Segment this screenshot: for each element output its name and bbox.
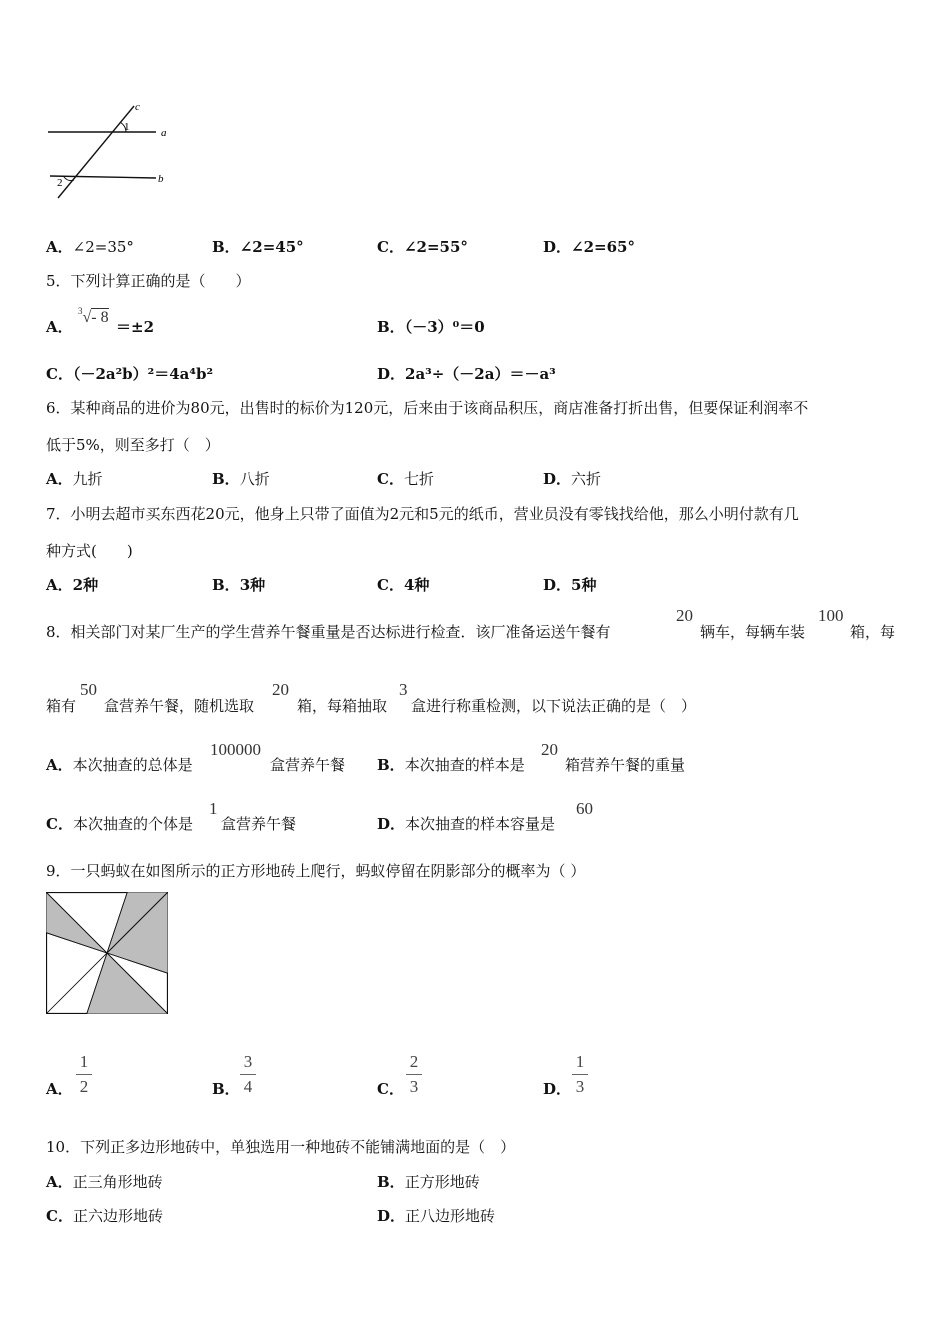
q9-option-a-key[interactable]: A． — [46, 1080, 73, 1098]
q9-option-b-fraction: 3 4 — [240, 1052, 256, 1097]
q5-stem: 5．下列计算正确的是（ ） — [46, 272, 251, 290]
q6-option-a[interactable]: A．九折 — [46, 470, 103, 488]
q9-option-a-fraction: 1 2 — [76, 1052, 92, 1097]
q9-option-c-key[interactable]: C． — [377, 1080, 404, 1098]
q8-stem-line1-a: 8．相关部门对某厂生产的学生营养午餐重量是否达标进行检查．该厂准备运送午餐有 — [46, 623, 611, 641]
q5-option-a-radical: $^3$√- 8 — [78, 306, 109, 326]
parallel-lines-figure — [44, 100, 174, 202]
q8-option-a-number: 100000 — [210, 740, 261, 759]
q7-option-d[interactable]: D．5种 — [543, 576, 597, 594]
q5-option-b[interactable]: B．（－3）⁰＝0 — [377, 318, 485, 336]
q8-option-c[interactable]: C．本次抽查的个体是 — [46, 815, 193, 833]
line-c — [58, 106, 134, 198]
label-a: a — [161, 127, 167, 139]
q9-option-d-key[interactable]: D． — [543, 1080, 572, 1098]
q8-option-d[interactable]: D．本次抽查的样本容量是 — [377, 815, 556, 833]
q8-option-c-number: 1 — [209, 799, 218, 818]
q7-stem-line1: 7．小明去超市买东西花20元，他身上只带了面值为2元和5元的纸币，营业员没有零钱找给他，那么小明付款有几 — [46, 505, 799, 523]
q5-option-a-rest: ＝±2 — [116, 318, 155, 336]
q8-stem-line1-b: 辆车，每辆车装 — [700, 623, 806, 641]
q6-stem-line2: 低于5%，则至多打（ ） — [46, 436, 220, 454]
q9-option-c-fraction: 2 3 — [406, 1052, 422, 1097]
q9-stem: 9．一只蚂蚁在如图所示的正方形地砖上爬行，蚂蚁停留在阴影部分的概率为（ ） — [46, 862, 586, 880]
q10-option-d[interactable]: D．正八边形地砖 — [377, 1207, 496, 1225]
q9-option-b-key[interactable]: B． — [212, 1080, 240, 1098]
line-b — [50, 176, 156, 178]
label-angle-2: 2 — [57, 177, 63, 189]
q4-option-c[interactable]: C．∠2=55° — [377, 238, 468, 256]
q7-option-a[interactable]: A．2种 — [46, 576, 99, 594]
q8-option-a[interactable]: A．本次抽查的总体是 — [46, 756, 193, 774]
q7-stem-line2: 种方式( ) — [46, 542, 133, 560]
q8-num-3-meals: 3 — [399, 680, 408, 699]
q8-stem-line2-c: 箱，每箱抽取 — [297, 697, 388, 715]
q7-option-c[interactable]: C．4种 — [377, 576, 430, 594]
q10-option-b[interactable]: B．正方形地砖 — [377, 1173, 480, 1191]
q10-stem: 10．下列正多边形地砖中，单独选用一种地砖不能铺满地面的是（ ） — [46, 1138, 516, 1156]
q5-option-c[interactable]: C．（－2a²b）²＝4a⁴b² — [46, 365, 214, 383]
q8-stem-line2-a: 箱有 — [46, 697, 77, 715]
q6-stem-line1: 6．某种商品的进价为80元，出售时的标价为120元，后来由于该商品积压，商店准备打折出售，但要保证利润率不 — [46, 399, 809, 417]
q8-num-20-cars: 20 — [676, 606, 693, 625]
q10-option-c[interactable]: C．正六边形地砖 — [46, 1207, 163, 1225]
pinwheel-square-figure — [46, 892, 168, 1014]
q9-option-d-fraction: 1 3 — [572, 1052, 588, 1097]
q8-option-b[interactable]: B．本次抽查的样本是 — [377, 756, 525, 774]
q8-stem-line2-b: 盒营养午餐，随机选取 — [104, 697, 255, 715]
angle-2-arc — [64, 177, 74, 181]
label-c: c — [135, 101, 140, 113]
q8-option-c-tail: 盒营养午餐 — [221, 815, 297, 833]
label-b: b — [158, 173, 164, 185]
q8-option-b-tail: 箱营养午餐的重量 — [565, 756, 686, 774]
q4-option-d[interactable]: D．∠2=65° — [543, 238, 635, 256]
q6-option-c[interactable]: C．七折 — [377, 470, 434, 488]
q8-option-d-number: 60 — [576, 799, 593, 818]
q8-stem-line1-c: 箱，每 — [850, 623, 896, 641]
q4-option-b[interactable]: B．∠2=45° — [212, 238, 304, 256]
q6-option-b[interactable]: B．八折 — [212, 470, 270, 488]
q7-option-b[interactable]: B．3种 — [212, 576, 266, 594]
q6-option-d[interactable]: D．六折 — [543, 470, 602, 488]
q4-option-a[interactable]: A．∠2=35° — [46, 238, 134, 256]
q5-option-d[interactable]: D．2a³÷（－2a）＝－a³ — [377, 365, 556, 383]
q8-num-100-boxes: 100 — [818, 606, 844, 625]
q8-stem-line2-d: 盒进行称重检测，以下说法正确的是（ ） — [411, 697, 697, 715]
label-angle-1: 1 — [124, 121, 130, 133]
q10-option-a[interactable]: A．正三角形地砖 — [46, 1173, 163, 1191]
q5-option-a[interactable]: A． — [46, 318, 73, 336]
q8-option-a-tail: 盒营养午餐 — [270, 756, 346, 774]
q8-num-50-meals: 50 — [80, 680, 97, 699]
q8-num-20-boxes: 20 — [272, 680, 289, 699]
q8-option-b-number: 20 — [541, 740, 558, 759]
